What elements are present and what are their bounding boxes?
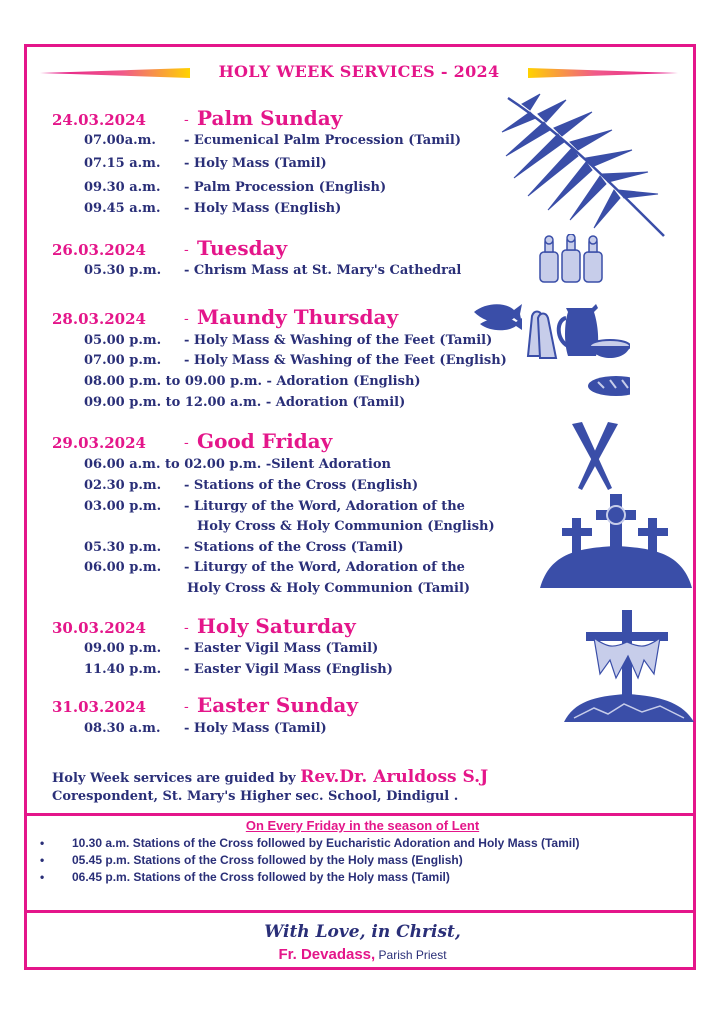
day-name: Holy Saturday	[197, 614, 356, 638]
day-name: Tuesday	[197, 236, 288, 260]
bullet: •	[40, 836, 45, 850]
event-desc: - Palm Procession (English)	[184, 180, 387, 195]
parish-priest-role: Parish Priest	[375, 948, 447, 962]
event-desc-continued: Holy Cross & Holy Communion (Tamil)	[187, 581, 471, 596]
signature	[0, 946, 725, 964]
day-dash: -	[184, 435, 189, 451]
day-name: Maundy Thursday	[197, 305, 399, 329]
day-date: 28.03.2024	[52, 310, 146, 328]
event-time: 02.30 p.m.	[84, 478, 162, 493]
event-line: 06.00 a.m. to 02.00 p.m. -Silent Adoration	[84, 457, 391, 472]
section-divider	[24, 910, 696, 913]
event-desc: - Holy Mass (Tamil)	[184, 721, 327, 736]
maundy-thursday-art	[470, 300, 630, 400]
lent-list	[40, 835, 692, 886]
event-time: 06.00 p.m.	[84, 560, 162, 575]
bullet: •	[40, 870, 45, 884]
event-desc: - Holy Mass & Washing of the Feet (English)	[184, 353, 507, 368]
event-time: 05.00 p.m.	[84, 333, 162, 348]
day-date: 30.03.2024	[52, 619, 146, 637]
day-dash: -	[184, 242, 189, 258]
event-time: 11.40 p.m.	[84, 662, 162, 677]
bread-icon	[588, 376, 630, 396]
event-time: 08.30 a.m.	[84, 721, 161, 736]
lent-item-text: 06.45 p.m. Stations of the Cross followed by the Holy mass (Tamil)	[72, 870, 450, 884]
page-title: HOLY WEEK SERVICES - 2024	[218, 62, 500, 81]
event-desc: - Liturgy of the Word, Adoration of the	[184, 560, 465, 575]
event-desc: - Holy Mass (English)	[184, 201, 342, 216]
day-dash: -	[184, 699, 189, 715]
event-time: 07.00a.m.	[84, 133, 156, 148]
guided-prefix: Holy Week services are guided by	[52, 771, 301, 786]
event-time: 09.30 a.m.	[84, 180, 161, 195]
event-desc: - Liturgy of the Word, Adoration of the	[184, 499, 465, 514]
lent-item-text: 10.30 a.m. Stations of the Cross followed by Eucharistic Adoration and Holy Mass (Tamil)	[72, 836, 580, 850]
day-dash: -	[184, 311, 189, 327]
event-desc-continued: Holy Cross & Holy Communion (English)	[197, 519, 495, 534]
lent-item-text: 05.45 p.m. Stations of the Cross followed by the Holy mass (English)	[72, 853, 463, 867]
guide-designation: Corespondent, St. Mary's Higher sec. School, Dindigul .	[52, 789, 459, 804]
day-name: Easter Sunday	[197, 693, 359, 717]
event-desc: - Easter Vigil Mass (English)	[184, 662, 393, 677]
lent-heading: On Every Friday in the season of Lent	[245, 818, 480, 833]
event-time: 09.45 a.m.	[84, 201, 161, 216]
calvary-crosses-icon	[540, 494, 692, 590]
event-desc: - Ecumenical Palm Procession (Tamil)	[184, 133, 461, 148]
day-date: 26.03.2024	[52, 241, 146, 259]
draped-cross-icon	[564, 608, 694, 724]
praying-hands-icon	[528, 312, 556, 359]
event-time: 09.00 p.m.	[84, 641, 162, 656]
section-divider	[24, 813, 696, 816]
event-desc: - Stations of the Cross (English)	[184, 478, 419, 493]
fish-icon	[474, 304, 522, 330]
event-desc: - Chrism Mass at St. Mary's Cathedral	[184, 263, 462, 278]
closing-greeting: With Love, in Christ,	[264, 922, 461, 942]
day-date: 29.03.2024	[52, 434, 146, 452]
event-line: 08.00 p.m. to 09.00 p.m. - Adoration (English)	[84, 374, 421, 389]
list-item	[40, 869, 692, 886]
day-name: Palm Sunday	[197, 106, 343, 130]
day-dash: -	[184, 112, 189, 128]
event-desc: - Holy Mass (Tamil)	[184, 156, 327, 171]
day-dash: -	[184, 620, 189, 636]
holy-oil-bottles-icon	[538, 234, 604, 284]
bullet: •	[40, 853, 45, 867]
palm-branch-icon	[500, 92, 668, 238]
list-item	[40, 852, 692, 869]
event-line: 09.00 p.m. to 12.00 a.m. - Adoration (Tamil)	[84, 395, 406, 410]
day-date: 24.03.2024	[52, 111, 146, 129]
guide-priest-name: Rev.Dr. Aruldoss S.J	[300, 767, 489, 787]
event-time: 05.30 p.m.	[84, 540, 162, 555]
event-time: 07.00 p.m.	[84, 353, 162, 368]
event-time: 05.30 p.m.	[84, 263, 162, 278]
list-item	[40, 835, 692, 852]
event-desc: - Easter Vigil Mass (Tamil)	[184, 641, 379, 656]
event-time: 07.15 a.m.	[84, 156, 161, 171]
event-time: 03.00 p.m.	[84, 499, 162, 514]
day-name: Good Friday	[197, 429, 333, 453]
crossed-nails-icon	[568, 420, 622, 492]
day-date: 31.03.2024	[52, 698, 146, 716]
guided-by-line	[52, 767, 488, 787]
event-desc: - Stations of the Cross (Tamil)	[184, 540, 404, 555]
event-desc: - Holy Mass & Washing of the Feet (Tamil)	[184, 333, 493, 348]
parish-priest-name: Fr. Devadass,	[278, 946, 376, 963]
